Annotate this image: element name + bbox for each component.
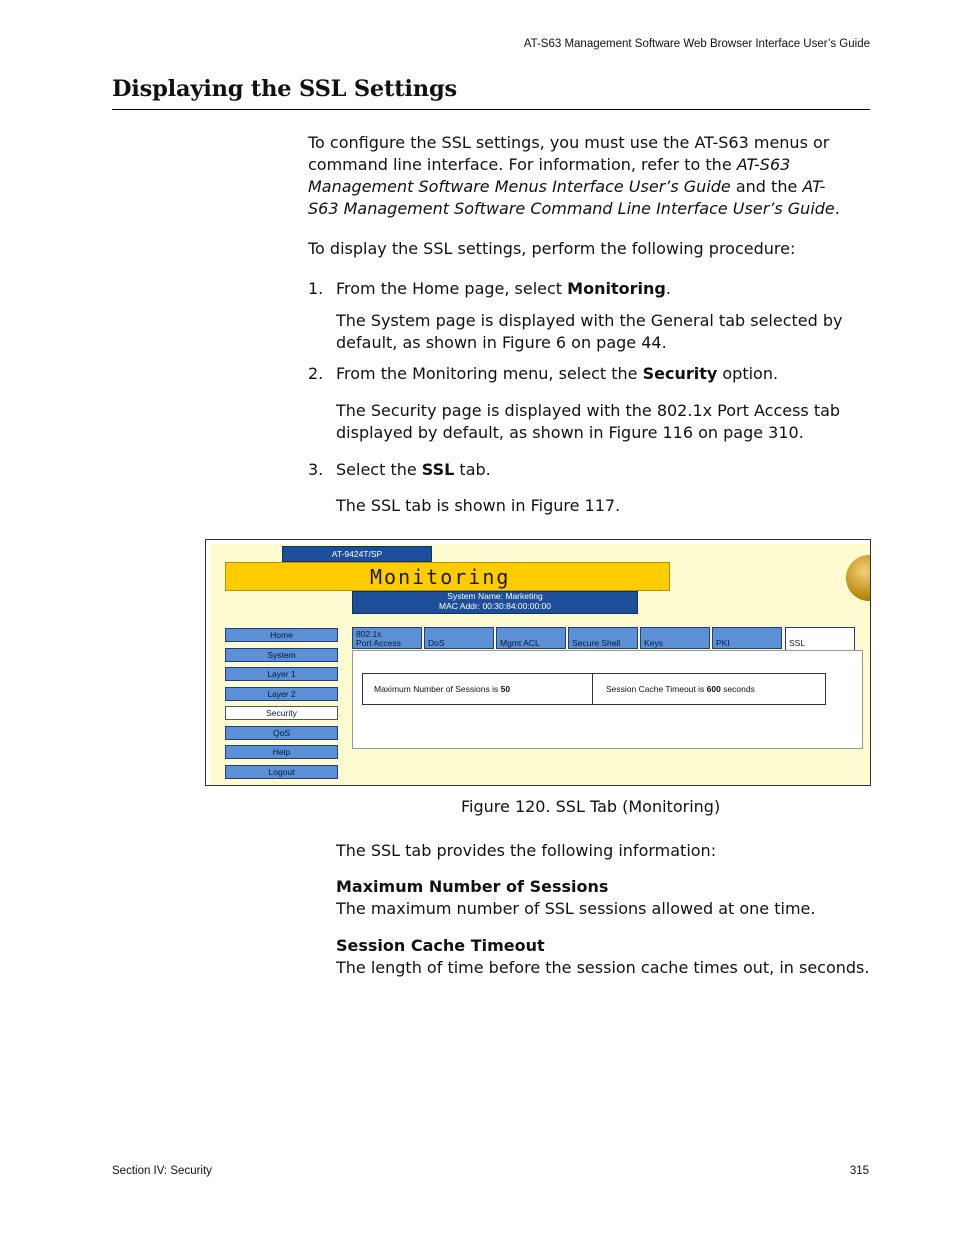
max-sessions-value: 50 bbox=[500, 684, 511, 694]
cache-timeout-unit: seconds bbox=[720, 684, 755, 694]
step-keyword: Monitoring bbox=[567, 279, 666, 298]
step-number: 2. bbox=[308, 364, 324, 383]
definition-max-sessions: The maximum number of SSL sessions allowed at one time. bbox=[336, 899, 816, 918]
nav-qos-button[interactable]: QoS bbox=[225, 726, 338, 740]
tab-ssl[interactable]: SSL bbox=[785, 627, 855, 650]
term-label: Maximum Number of Sessions bbox=[336, 877, 609, 896]
tab-label-line2: Port Access bbox=[356, 638, 401, 648]
nav-logout-button[interactable]: Logout bbox=[225, 765, 338, 779]
ssl-info-divider bbox=[592, 673, 593, 705]
step-text-end: tab. bbox=[454, 460, 491, 479]
menus-guide-ref: AT-S63 Management Software Menus Interface User’s Guide bbox=[308, 155, 791, 196]
intro-text-2: and the bbox=[730, 177, 803, 196]
step-text: From the Monitoring menu, select the bbox=[336, 364, 643, 383]
ssl-tab-figure bbox=[205, 539, 871, 786]
step-1-note: The System page is displayed with the General tab selected by default, as shown in Figure 6 on page 44. bbox=[336, 311, 843, 352]
tab-keys[interactable]: Keys bbox=[640, 627, 710, 649]
nav-security-button[interactable]: Security bbox=[225, 706, 338, 720]
definition-cache-timeout: The length of time before the session cache times out, in seconds. bbox=[336, 958, 870, 977]
title-rule bbox=[112, 109, 870, 110]
term-max-sessions bbox=[336, 876, 608, 898]
nav-layer1-button[interactable]: Layer 1 bbox=[225, 667, 338, 681]
mac-address: MAC Addr: 00:30:84:00:00:00 bbox=[439, 600, 551, 611]
step-1 bbox=[308, 278, 671, 300]
tab-dos[interactable]: DoS bbox=[424, 627, 494, 649]
tab-secure-shell[interactable]: Secure Shell bbox=[568, 627, 638, 649]
max-sessions-field bbox=[374, 684, 510, 694]
section-title: Displaying the SSL Settings bbox=[112, 76, 457, 102]
system-info bbox=[352, 591, 638, 614]
procedure-intro: To display the SSL settings, perform the following procedure: bbox=[308, 239, 796, 258]
step-text-end: . bbox=[665, 279, 671, 298]
step-number: 3. bbox=[308, 460, 324, 479]
page-number: 315 bbox=[849, 1165, 869, 1177]
max-sessions-label: Maximum Number of Sessions is bbox=[374, 684, 501, 694]
figure-caption: Figure 120. SSL Tab (Monitoring) bbox=[461, 797, 721, 816]
step-text: Select the bbox=[336, 460, 422, 479]
tab-label-line1: 802.1x bbox=[356, 629, 382, 639]
model-label: AT-9424T/SP bbox=[282, 546, 432, 562]
term-label: Session Cache Timeout bbox=[336, 936, 545, 955]
cache-timeout-value: 600 bbox=[706, 684, 721, 694]
step-keyword: Security bbox=[642, 364, 718, 383]
cache-timeout-field bbox=[606, 684, 755, 694]
nav-home-button[interactable]: Home bbox=[225, 628, 338, 642]
tab-pki[interactable]: PKI bbox=[712, 627, 782, 649]
step-2-note: The Security page is displayed with the 802.1x Port Access tab displayed by default, as shown in Figure 116 on page 310. bbox=[336, 401, 841, 442]
step-2 bbox=[308, 363, 778, 385]
footer-section: Section IV: Security bbox=[112, 1165, 212, 1177]
running-header: AT-S63 Management Software Web Browser Interface User’s Guide bbox=[523, 38, 870, 50]
monitoring-banner-text: Monitoring bbox=[370, 565, 511, 589]
nav-system-button[interactable]: System bbox=[225, 648, 338, 662]
tab-mgmt-acl[interactable]: Mgmt ACL bbox=[496, 627, 566, 649]
info-intro: The SSL tab provides the following information: bbox=[336, 841, 717, 860]
nav-help-button[interactable]: Help bbox=[225, 745, 338, 759]
cli-guide-ref: AT-S63 Management Software Command Line Interface User’s Guide bbox=[308, 177, 835, 218]
nav-layer2-button[interactable]: Layer 2 bbox=[225, 687, 338, 701]
step-keyword: SSL bbox=[421, 460, 455, 479]
step-3-note: The SSL tab is shown in Figure 117. bbox=[336, 496, 621, 515]
intro-paragraph bbox=[308, 132, 848, 220]
term-cache-timeout bbox=[336, 935, 545, 957]
intro-text-3: . bbox=[834, 199, 840, 218]
system-name: System Name: Marketing bbox=[447, 591, 543, 601]
step-number: 1. bbox=[308, 279, 324, 298]
intro-text-1: To configure the SSL settings, you must use the AT-S63 menus or command line interface. For information, refer to the bbox=[308, 133, 830, 174]
step-text-end: option. bbox=[717, 364, 779, 383]
tab-port-access[interactable] bbox=[352, 627, 422, 649]
step-text: From the Home page, select bbox=[336, 279, 568, 298]
step-3 bbox=[308, 459, 491, 481]
cache-timeout-label: Session Cache Timeout is bbox=[606, 684, 707, 694]
